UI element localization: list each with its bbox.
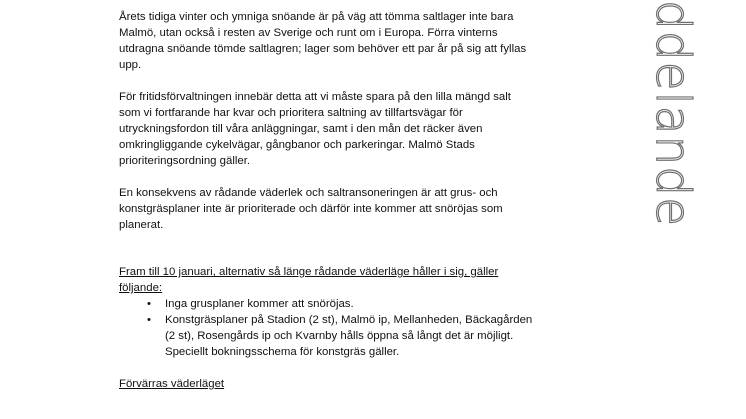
section-heading-worsening: Förvärras väderläget [119, 378, 225, 390]
paragraph-intro: Årets tidiga vinter och ymniga snöande är på väg att tömma saltlager inte bara Malmö, utan också i resten av Sverige och runt om i Europa. Förra vinterns utdragna snöande tömde saltlagren; lager som behöver ett par år på sig att fyllas upp. [119, 11, 527, 71]
document-body [119, 9, 589, 392]
list-item: • Inga grusplaner kommer att snöröjas. [119, 296, 589, 312]
bullet-list [119, 296, 589, 360]
paragraph-salt-priority: För fritidsförvaltningen innebär detta att vi måste spara på den lilla mängd salt som vi fortfarande har kvar och prioritera saltning av tillfartsvägar för utryckningsfordon till våra anläggningar, samt i den mån det räcker även omkringliggande cykelvägar, gångbanor och parkeringar. Malmö Stads prioriteringsordning gäller. [119, 91, 511, 167]
paragraph-consequence: En konsekvens av rådande väderlek och saltransoneringen är att grus- och konstgräsplaner inte är prioriterade och därför inte kommer att snöröjas som planerat. [119, 187, 503, 231]
section-heading-until-january: Fram till 10 januari, alternativ så länge rådande väderläge håller i sig, gäller följande: [119, 266, 499, 294]
side-title-text: ddelande [644, 0, 700, 227]
side-title [641, 0, 703, 226]
list-item: • Konstgräsplaner på Stadion (2 st), Malmö ip, Mellanheden, Bäckagården (2 st), Rosengårds ip och Kvarnby hålls öppna så långt det är möjligt. Speciellt bokningsschema för konstgräs gäller. [119, 312, 589, 360]
